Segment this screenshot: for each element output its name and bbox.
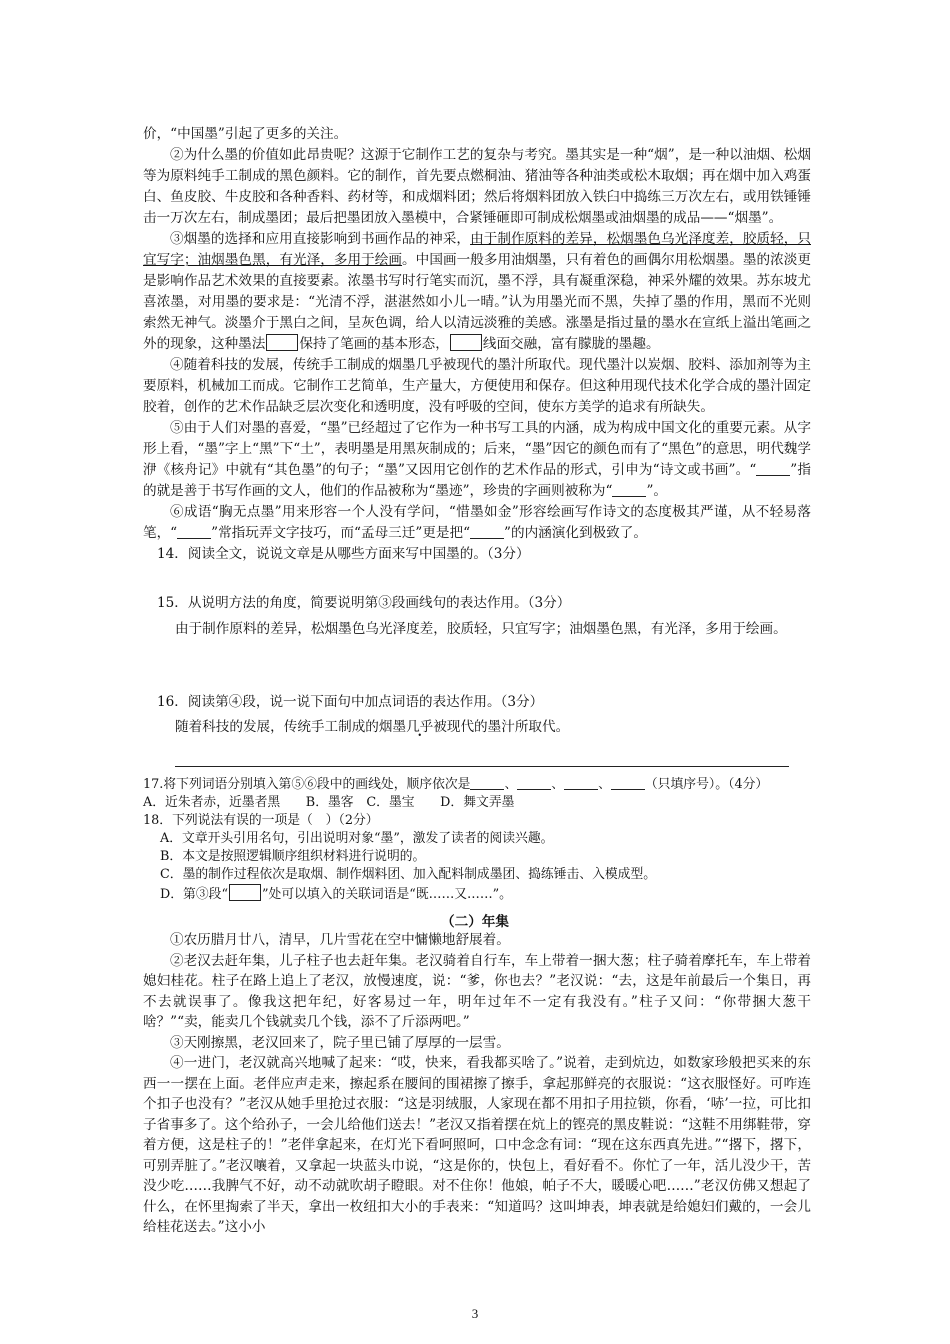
blank-line xyxy=(611,775,645,790)
answer-box xyxy=(266,334,298,351)
question-17-options: A．近朱者赤，近墨者黑 B．墨客 C．墨宝 D．舞文弄墨 xyxy=(143,795,515,810)
paragraph-3-body: 。中国画一般多用油烟墨，只有着色的画偶尔用松烟墨。墨的浓淡更是影响作品艺术效果的直接要素。浓墨书写时行笔实而沉，墨不浮，具有凝重深稳，神采外耀的效果。苏东坡尤喜浓墨，对用墨的要求是：“光清不浮，湛湛然如小儿一晴。”认为用墨光而不黑，失掉了墨的作用，黑而不光则索然无神气。淡墨介于黑白之间，呈灰色调，给人以清远淡雅的美感。涨墨是指过量的墨水在宣纸上溢出笔画之外的现象，这种墨法 xyxy=(143,252,812,352)
paragraph-3-intro: ③烟墨的选择和应用直接影响到书画作品的神采， xyxy=(170,231,471,247)
question-17-stem: 17.将下列词语分别填入第⑤⑥段中的画线处，顺序依次是 xyxy=(143,777,471,792)
question-15-quote: 由于制作原料的差异，松烟墨色乌光泽度差，胶质轻，只宜写字；油烟墨色黑，有光泽，多用于绘画。 xyxy=(175,621,787,637)
option-d-b: ”处可以填入的关联词语是“既……又……”。 xyxy=(262,887,512,902)
underlined-sentence: 由于制作原料的差异，松烟墨色乌光泽度差，胶质轻，只宜写字；油烟墨色黑，有光泽，多用于绘画 xyxy=(143,231,811,268)
answer-box xyxy=(450,334,482,351)
paragraph-5-c: ”。 xyxy=(646,483,667,499)
separator: 、 xyxy=(504,777,518,792)
paragraph-2: ②为什么墨的价值如此昂贵呢？这源于它制作工艺的复杂与考究。墨其实是一种“烟”，是一种以油烟、松烟等为原料纯手工制成的黑色颜料。它的制作，首先要点燃桐油、猪油等各种油类或松木取烟；再在烟中加入鸡蛋白、鱼皮胶、牛皮胶和各种香料、药材等，和成烟料团；然后将烟料团放入铁臼中捣练三万次左右，或用铁锤锤击一万次左右，制成墨团；最后把墨团放入墨模中，合紧锤砸即可制成松烟墨或油烟墨的成品——“烟墨”。 xyxy=(143,147,811,226)
paragraph-4: ④随着科技的发展，传统手工制成的烟墨几乎被现代的墨汁所取代。现代墨汁以炭烟、胶料、添加剂等为主要原料，机械加工而成。它制作工艺简单，生产量大，方便使用和保存。但这种用现代技术化学合成的墨汁固定胶着，创作的艺术作品缺乏层次变化和透明度，没有呼吸的空间，使东方美学的追求有所缺失。 xyxy=(143,357,811,415)
story-paragraph-2: ②老汉去赶年集，儿子柱子也去赶年集。老汉骑着自行车，车上带着一捆大葱；柱子骑着摩托车，车上带着媳妇桂花。柱子在路上追上了老汉，放慢速度，说：“爹，你也去？”老汉说：“去，这是年前最后一个集日，再不去就误事了。像我这把年纪，好客易过一年，明年过年不一定有我没有。”柱子又问：“你带捆大葱干啥？”“卖，能卖几个钱就卖几个钱，添不了斤添两吧。” xyxy=(143,952,811,1030)
quote-part-a: 随着科技的发展，传统手工制成的烟墨 xyxy=(175,719,407,735)
question-17 xyxy=(143,775,811,794)
separator: 、 xyxy=(551,777,565,792)
section-title: （二）年集 xyxy=(441,914,509,930)
blank-line xyxy=(470,524,504,539)
question-16: 16．阅读第④段，说一说下面句中加点词语的表达作用。（3分） xyxy=(157,694,544,710)
story-paragraph-1: ①农历腊月廿八，清早，几片雪花在空中慵懒地舒展着。 xyxy=(170,932,510,948)
paragraph-3 xyxy=(143,229,811,355)
question-18: 18．下列说法有误的一项是（ ）（2分） xyxy=(143,813,379,828)
option-b: B．本文是按照逻辑顺序组织材料进行说明的。 xyxy=(160,849,426,864)
option-d-a: D．第③段“ xyxy=(160,887,228,902)
paragraph-6-a: ⑥成语“胸无点墨”用来形容一个人没有学问，“惜墨如金”形容绘画写作诗文的态度极其严谨，从不轻易落笔，“ xyxy=(143,504,811,541)
option-a: A．文章开头引用名句，引出说明对象“墨”，激发了读者的阅读兴趣。 xyxy=(160,831,554,846)
paragraph-5-b: ”指的就是善于书写作画的文人，他们的作品被称为“墨迹”，珍贵的字画则被称为“ xyxy=(143,462,811,499)
paragraph-3-end: 线面交融，富有朦胧的墨趣。 xyxy=(482,336,660,352)
answer-box xyxy=(229,884,261,901)
paragraph-3-mid: 保持了笔画的基本形态， xyxy=(299,336,449,352)
blank-line xyxy=(177,524,211,539)
blank-line xyxy=(564,775,598,790)
paragraph-6-c: ”的内涵演化到极致了。 xyxy=(504,525,647,541)
question-14: 14．阅读全文，说说文章是从哪些方面来写中国墨的。（3分） xyxy=(157,546,530,562)
passage-2-body xyxy=(143,930,811,1238)
paragraph-1-tail: 价，“中国墨”引起了更多的关注。 xyxy=(143,126,348,142)
blank-line xyxy=(517,775,551,790)
answer-line xyxy=(175,766,789,767)
quote-part-b: 被现代的墨汁所取代。 xyxy=(433,719,570,735)
paragraph-5-a: ⑤由于人们对墨的喜爱，“墨”已经超过了它作为一种书写工具的内涵，成为构成中国文化的重要元素。从字形上看，“墨”字上“黑”下“土”，表明墨是用黑灰制成的；后来，“墨”因它的颜色而有了“黑色”的意思，明代魏学洢《核舟记》中就有“其色墨”的句子；“墨”又因用它创作的艺术作品的形式，引申为“诗文或书画”。“ xyxy=(143,420,811,478)
page-number: 3 xyxy=(471,1306,479,1321)
paragraph-6-b: ”常指玩弄文字技巧，而“孟母三迁”更是把“ xyxy=(211,525,471,541)
paragraph-6 xyxy=(143,502,811,544)
paragraph-5 xyxy=(143,418,811,502)
option-c: C．墨的制作过程依次是取烟、制作烟料团、加入配料制成墨团、捣练锤击、入模成型。 xyxy=(160,867,657,882)
question-17-tail: （只填序号）。（4分） xyxy=(644,777,769,792)
question-15: 15．从说明方法的角度，简要说明第③段画线句的表达作用。（3分） xyxy=(157,595,571,611)
question-16-quote xyxy=(175,712,811,742)
option-d xyxy=(143,884,811,904)
questions-17-18 xyxy=(143,775,811,904)
blank-line xyxy=(470,775,504,790)
story-paragraph-4: ④一进门，老汉就高兴地喊了起来：“哎，快来，看我都买啥了。”说着，走到炕边，如数家珍般把买来的东西一一摆在上面。老伴应声走来，擦起系在腰间的围裙擦了擦手，拿起那鲜亮的衣服说：“这衣服怪好。可咋连个扣子也没有？”老汉从她手里抢过衣服：“这是羽绒服，人家现在都不用扣子用拉锁，你看，‘哧’一拉，可比扣子省事多了。这个给孙子，一会儿给他们送去！”老汉又指着摆在炕上的铿亮的黑皮鞋说：“这鞋不用绑鞋带，穿着方便，这是柱子的！”老伴拿起来，在灯光下看呵照呵，口中念念有词：“现在这东西真先进。”“撂下，撂下，可别弄脏了。”老汉嚷着，又拿起一块蓝头巾说，“这是你的，快包上，看好看不。你忙了一年，活儿没少干，苦没少吃……我脾气不好，动不动就吹胡子瞪眼。对不住你！他娘，帕子不大，暖暖心吧……”老汉仿佛又想起了什么，在怀里掏索了半天，拿出一枚纽扣大小的手表来：“知道吗？这叫坤表，坤表就是给媳妇们戴的，一会儿给桂花送去。”这小小 xyxy=(143,1055,811,1235)
blank-line xyxy=(612,482,646,497)
separator: 、 xyxy=(598,777,611,792)
passage-body xyxy=(143,124,811,544)
story-paragraph-3: ③天刚擦黑，老汉回来了，院子里已铺了厚厚的一层雪。 xyxy=(170,1034,510,1051)
dotted-word: 几乎 xyxy=(406,719,434,735)
blank-line xyxy=(756,461,790,476)
